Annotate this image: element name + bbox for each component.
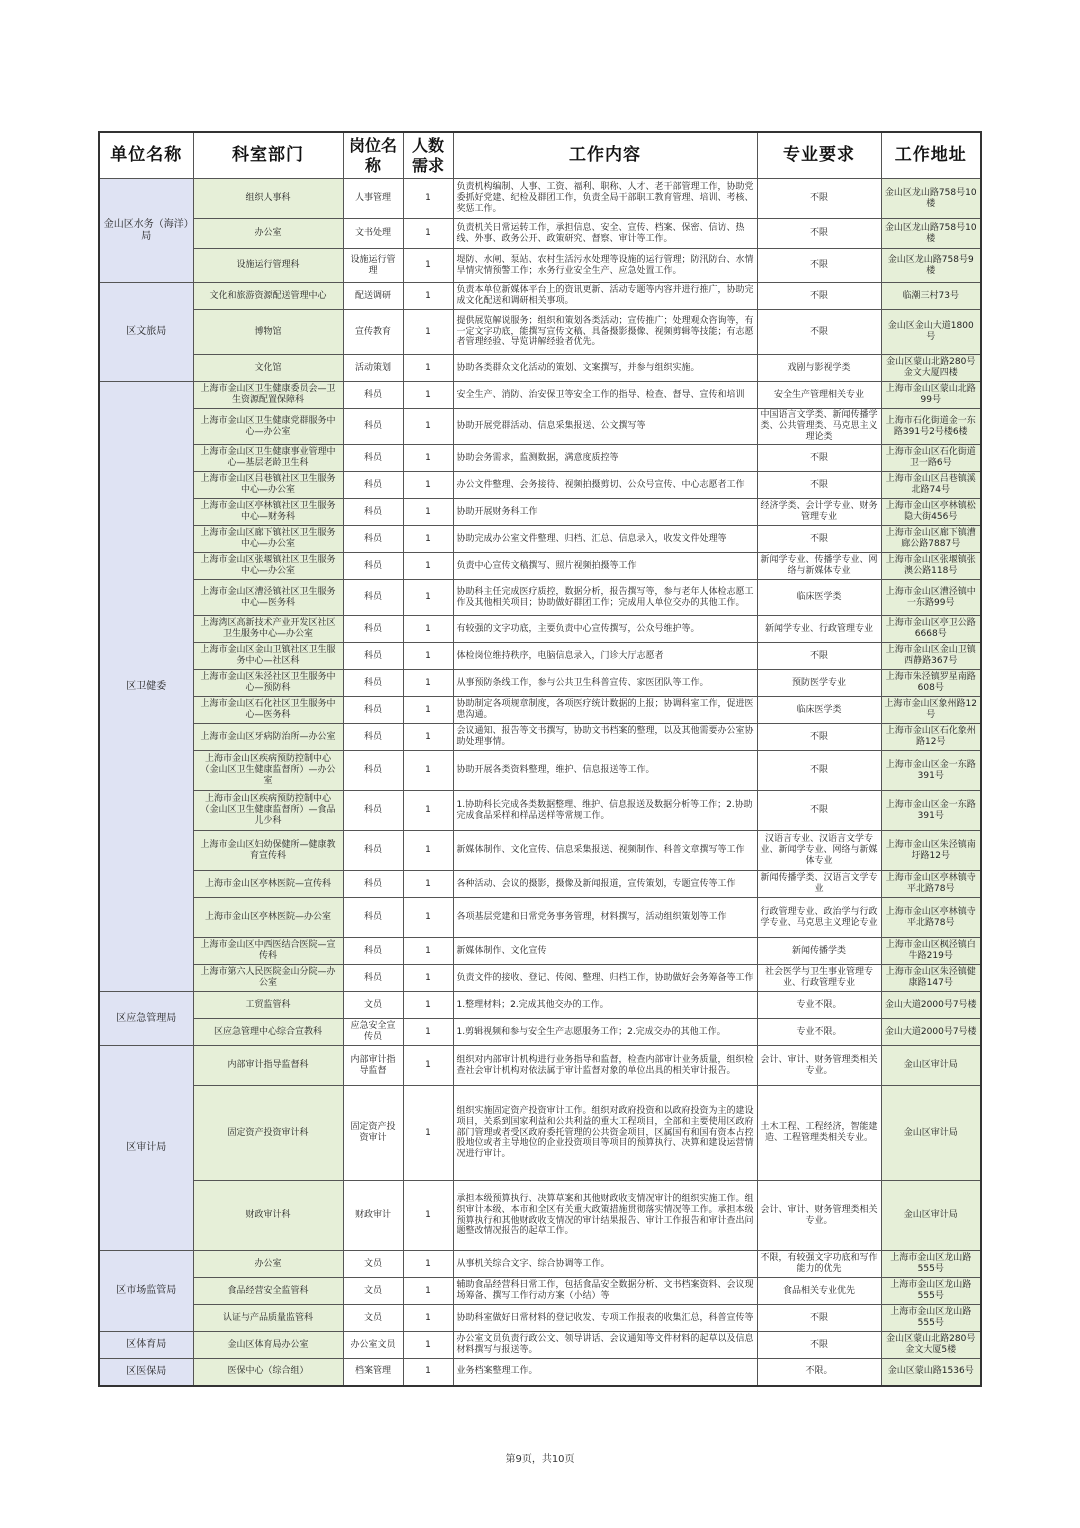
dept-cell: 上海市第六人民医院金山分院—办公室 (193, 965, 343, 992)
post-cell: 科员 (343, 697, 403, 724)
content-cell: 会议通知、报告等文书撰写，协助文书档案的整理，以及其他需要办公室协助处理事情。 (453, 724, 757, 751)
count-cell: 1 (403, 898, 453, 938)
requirement-cell: 新闻学专业、传播学专业、网络与新媒体专业 (757, 553, 881, 580)
content-cell: 安全生产、消防、治安保卫等安全工作的指导、检查、督导、宣传和培训 (453, 382, 757, 409)
dept-cell: 上海市金山区金山卫镇社区卫生服务中心—社区科 (193, 643, 343, 670)
content-cell: 新媒体制作、文化宣传 (453, 938, 757, 965)
dept-cell: 区应急管理中心综合宣教科 (193, 1019, 343, 1046)
address-cell: 上海市金山区枫泾镇白牛路219号 (881, 938, 981, 965)
count-cell: 1 (403, 697, 453, 724)
post-cell: 科员 (343, 616, 403, 643)
post-cell: 科员 (343, 472, 403, 499)
requirement-cell: 经济学类、会计学专业、财务管理专业 (757, 499, 881, 526)
address-cell: 金山区审计局 (881, 1046, 981, 1086)
address-cell: 金山区蒙山北路280号金文大厦5楼 (881, 1332, 981, 1359)
requirement-cell: 预防医学专业 (757, 670, 881, 697)
dept-cell: 文化馆 (193, 355, 343, 382)
requirement-cell: 不限 (757, 791, 881, 831)
content-cell: 负责文件的接收、登记、传阅、整理、归档工作，协助做好会务筹备等工作 (453, 965, 757, 992)
address-cell: 上海市金山区象州路12号 (881, 697, 981, 724)
table-row (99, 992, 981, 1019)
page-footer: 第9页，共10页 (505, 1454, 575, 1465)
content-cell: 负责机构编制、人事、工资、福利、职称、人才、老干部管理工作，协助党委抓好党建、纪检及群团工作，负责全局干部职工教育管理、培训、考核、奖惩工作。 (453, 179, 757, 219)
address-cell: 上海市金山区亭林镇松隐大街456号 (881, 499, 981, 526)
unit-name-cell: 区体育局 (99, 1332, 193, 1359)
post-cell: 科员 (343, 643, 403, 670)
count-cell: 1 (403, 249, 453, 283)
requirement-cell: 不限 (757, 724, 881, 751)
post-cell: 文员 (343, 1251, 403, 1278)
requirement-cell: 安全生产管理相关专业 (757, 382, 881, 409)
unit-name-cell: 区审计局 (99, 1046, 193, 1251)
table-row (99, 1332, 981, 1359)
post-cell: 科员 (343, 553, 403, 580)
count-cell: 1 (403, 643, 453, 670)
dept-cell: 上海市金山区张堰镇社区卫生服务中心—办公室 (193, 553, 343, 580)
content-cell: 协助制定各项规章制度，各项医疗统计数据的上报；协调科室工作，促进医患沟通。 (453, 697, 757, 724)
count-cell: 1 (403, 871, 453, 898)
unit-name-cell: 区应急管理局 (99, 992, 193, 1046)
count-cell: 1 (403, 1278, 453, 1305)
table-row (99, 791, 981, 831)
address-cell: 临潮三村73号 (881, 283, 981, 310)
post-cell: 内部审计指导监督 (343, 1046, 403, 1086)
address-cell: 上海市金山区廊下镇漕廊公路7887号 (881, 526, 981, 553)
address-cell: 上海市金山区亭卫公路6668号 (881, 616, 981, 643)
header-row (99, 132, 981, 179)
count-cell: 1 (403, 992, 453, 1019)
dept-cell: 办公室 (193, 219, 343, 249)
content-cell: 协助开展财务科工作 (453, 499, 757, 526)
content-cell: 体检岗位维持秩序，电脑信息录入，门诊大厅志愿者 (453, 643, 757, 670)
address-cell: 上海市金山区金山卫镇西静路367号 (881, 643, 981, 670)
table-row (99, 1019, 981, 1046)
content-cell: 承担本级预算执行、决算草案和其他财政收支情况审计的组织实施工作。组织审计本级、本市和全区有关重大政策措施贯彻落实情况等工作。承担本级预算执行和其他财政收支情况的审计结果报告、审计工作报告和审计查出问题整改情况报告的起草工作。 (453, 1181, 757, 1251)
count-cell: 1 (403, 965, 453, 992)
dept-cell: 固定资产投资审计科 (193, 1086, 343, 1181)
address-cell: 上海市金山区龙山路555号 (881, 1251, 981, 1278)
table-row (99, 310, 981, 355)
requirement-cell: 不限 (757, 751, 881, 791)
table-row (99, 670, 981, 697)
content-cell: 办公文件整理、会务接待、视频拍摄剪切、公众号宣传、中心志愿者工作 (453, 472, 757, 499)
table-row (99, 751, 981, 791)
dept-cell: 上海市金山区疾病预防控制中心（金山区卫生健康监督所）—办公室 (193, 751, 343, 791)
address-cell: 金山大道2000号7号楼 (881, 992, 981, 1019)
post-cell: 配送调研 (343, 283, 403, 310)
address-cell: 上海市金山区龙山路555号 (881, 1278, 981, 1305)
dept-cell: 财政审计科 (193, 1181, 343, 1251)
address-cell: 上海市金山区朱泾镇健康路147号 (881, 965, 981, 992)
content-cell: 组织实施固定资产投资审计工作。组织对政府投资和以政府投资为主的建设项目，关系到国家利益和公共利益的重大工程项目，全部和主要使用区政府部门管理或者受区政府委托管理的公共资金项目，区属国有和国有资本占控股地位或者主导地位的企业投资项目等项目的预算执行、决算和建设运营情况进行审计。 (453, 1086, 757, 1181)
count-cell: 1 (403, 526, 453, 553)
count-cell: 1 (403, 580, 453, 616)
post-cell: 科员 (343, 791, 403, 831)
content-cell: 从事机关综合文字、综合协调等工作。 (453, 1251, 757, 1278)
dept-cell: 办公室 (193, 1251, 343, 1278)
table-row (99, 249, 981, 283)
count-cell: 1 (403, 355, 453, 382)
post-cell: 科员 (343, 751, 403, 791)
dept-cell: 上海市金山区妇幼保健所—健康教育宣传科 (193, 831, 343, 871)
content-cell: 协助科室做好日常材料的登记收发、专项工作报表的收集汇总，科普宣传等 (453, 1305, 757, 1332)
content-cell: 从事预防条线工作，参与公共卫生科普宣传、家医团队等工作。 (453, 670, 757, 697)
dept-cell: 博物馆 (193, 310, 343, 355)
count-cell: 1 (403, 1086, 453, 1181)
count-cell: 1 (403, 751, 453, 791)
table-row (99, 724, 981, 751)
post-cell: 财政审计 (343, 1181, 403, 1251)
dept-cell: 设施运行管理科 (193, 249, 343, 283)
post-cell: 科员 (343, 409, 403, 445)
dept-cell: 工贸监管科 (193, 992, 343, 1019)
address-cell: 上海市朱泾镇罗星南路608号 (881, 670, 981, 697)
address-cell: 上海市金山区金一东路391号 (881, 751, 981, 791)
dept-cell: 上海市金山区朱泾社区卫生服务中心—预防科 (193, 670, 343, 697)
requirement-cell: 不限。 (757, 1359, 881, 1386)
address-cell: 金山大道2000号7号楼 (881, 1019, 981, 1046)
post-cell: 人事管理 (343, 179, 403, 219)
requirement-cell: 中国语言文学类、新闻传播学类、公共管理类、马克思主义理论类 (757, 409, 881, 445)
post-cell: 科员 (343, 831, 403, 871)
requirement-cell: 不限 (757, 643, 881, 670)
header-post: 岗位名称 (343, 132, 403, 179)
table-row (99, 643, 981, 670)
content-cell: 负责本单位新媒体平台上的资讯更新、活动专题等内容并进行推广，协助完成文化配送和调研相关事项。 (453, 283, 757, 310)
post-cell: 科员 (343, 965, 403, 992)
dept-cell: 上海市金山区漕泾镇社区卫生服务中心—医务科 (193, 580, 343, 616)
content-cell: 办公室文员负责行政公文、领导讲话、会议通知等文件材料的起草以及信息材料撰写与报送等。 (453, 1332, 757, 1359)
table-row (99, 871, 981, 898)
requirement-cell: 不限 (757, 249, 881, 283)
table-row (99, 898, 981, 938)
dept-cell: 上海湾区高新技术产业开发区社区卫生服务中心—办公室 (193, 616, 343, 643)
requirement-cell: 不限 (757, 1305, 881, 1332)
requirement-cell: 不限 (757, 445, 881, 472)
post-cell: 文员 (343, 1278, 403, 1305)
header-content: 工作内容 (453, 132, 757, 179)
table-body (99, 179, 981, 1386)
address-cell: 金山区蒙山北路280号金文大厦四楼 (881, 355, 981, 382)
table-row (99, 1359, 981, 1386)
requirement-cell: 行政管理专业、政治学与行政学专业、马克思主义理论专业 (757, 898, 881, 938)
content-cell: 辅助食品经营科日常工作，包括食品安全数据分析、文书档案资料、会议现场筹备、撰写工作行动方案（小结）等 (453, 1278, 757, 1305)
requirement-cell: 临床医学类 (757, 697, 881, 724)
address-cell: 上海市金山区漕泾镇中一东路99号 (881, 580, 981, 616)
table-row (99, 283, 981, 310)
requirement-cell: 新闻传播学类 (757, 938, 881, 965)
unit-name-cell: 金山区水务（海洋）局 (99, 179, 193, 283)
dept-cell: 食品经营安全监管科 (193, 1278, 343, 1305)
address-cell: 上海市金山区张堰镇张澳公路118号 (881, 553, 981, 580)
content-cell: 协助各类群众文化活动的策划、文案撰写，并参与组织实施。 (453, 355, 757, 382)
count-cell: 1 (403, 670, 453, 697)
count-cell: 1 (403, 1181, 453, 1251)
address-cell: 上海市金山区朱泾镇南圩路12号 (881, 831, 981, 871)
post-cell: 科员 (343, 580, 403, 616)
count-cell: 1 (403, 382, 453, 409)
content-cell: 协助完成办公室文件整理、归档、汇总、信息录入，收发文件处理等 (453, 526, 757, 553)
requirement-cell: 不限 (757, 310, 881, 355)
address-cell: 金山区金山大道1800号 (881, 310, 981, 355)
post-cell: 科员 (343, 445, 403, 472)
requirement-cell: 不限 (757, 179, 881, 219)
post-cell: 设施运行管理 (343, 249, 403, 283)
recruitment-table (98, 131, 982, 1387)
post-cell: 档案管理 (343, 1359, 403, 1386)
address-cell: 上海市金山区吕巷镇溪北路74号 (881, 472, 981, 499)
requirement-cell: 不限 (757, 283, 881, 310)
header-unit: 单位名称 (99, 132, 193, 179)
content-cell: 新媒体制作、文化宣传、信息采集报送、视频制作、科普文章撰写等工作 (453, 831, 757, 871)
count-cell: 1 (403, 831, 453, 871)
unit-name-cell: 区市场监管局 (99, 1251, 193, 1332)
count-cell: 1 (403, 1359, 453, 1386)
table-row (99, 409, 981, 445)
unit-name-cell: 区文旅局 (99, 283, 193, 382)
table-row (99, 938, 981, 965)
content-cell: 各项基层党建和日常党务事务管理，材料撰写，活动组织策划等工作 (453, 898, 757, 938)
table-row (99, 179, 981, 219)
requirement-cell: 不限 (757, 472, 881, 499)
content-cell: 协助科主任完成医疗质控，数据分析，报告撰写等，参与老年人体检志愿工作及其他相关项目；协助做好群团工作；完成用人单位交办的其他工作。 (453, 580, 757, 616)
address-cell: 上海市金山区金一东路391号 (881, 791, 981, 831)
table-row (99, 1278, 981, 1305)
table-row (99, 472, 981, 499)
table-row (99, 1251, 981, 1278)
content-cell: 堤防、水闸、泵站、农村生活污水处理等设施的运行管理；防汛防台、水情旱情灾情预警工作；水务行业安全生产、应急处置工作。 (453, 249, 757, 283)
content-cell: 业务档案整理工作。 (453, 1359, 757, 1386)
content-cell: 1.整理材料；2.完成其他交办的工作。 (453, 992, 757, 1019)
content-cell: 负责机关日常运转工作，承担信息、安全、宣传、档案、保密、信访、热线、外事、政务公开、政策研究、督察、审计等工作。 (453, 219, 757, 249)
post-cell: 科员 (343, 724, 403, 751)
requirement-cell: 临床医学类 (757, 580, 881, 616)
requirement-cell: 不限，有较强文字功底和写作能力的优先 (757, 1251, 881, 1278)
post-cell: 应急安全宣传员 (343, 1019, 403, 1046)
requirement-cell: 土木工程、工程经济，智能建造、工程管理类相关专业。 (757, 1086, 881, 1181)
post-cell: 科员 (343, 938, 403, 965)
dept-cell: 内部审计指导监督科 (193, 1046, 343, 1086)
table-row (99, 526, 981, 553)
address-cell: 金山区蒙山路1536号 (881, 1359, 981, 1386)
address-cell: 金山区龙山路758号9楼 (881, 249, 981, 283)
dept-cell: 上海市金山区廊下镇社区卫生服务中心—办公室 (193, 526, 343, 553)
dept-cell: 上海市金山区中西医结合医院—宣传科 (193, 938, 343, 965)
requirement-cell: 不限 (757, 219, 881, 249)
post-cell: 科员 (343, 898, 403, 938)
requirement-cell: 会计、审计、财务管理类相关专业。 (757, 1046, 881, 1086)
requirement-cell: 汉语言专业、汉语言文学专业、新闻学专业、网络与新媒体专业 (757, 831, 881, 871)
content-cell: 协助会务需求，监测数据，满意度质控等 (453, 445, 757, 472)
address-cell: 上海市石化街道金一东路391号2号楼6楼 (881, 409, 981, 445)
count-cell: 1 (403, 791, 453, 831)
content-cell: 各种活动、会议的摄影，摄像及新闻报道，宣传策划，专题宣传等工作 (453, 871, 757, 898)
count-cell: 1 (403, 1046, 453, 1086)
count-cell: 1 (403, 938, 453, 965)
post-cell: 办公室文员 (343, 1332, 403, 1359)
requirement-cell: 食品相关专业优先 (757, 1278, 881, 1305)
address-cell: 上海市金山区亭林镇寺平北路78号 (881, 898, 981, 938)
count-cell: 1 (403, 409, 453, 445)
table-row (99, 1305, 981, 1332)
address-cell: 上海市金山区石化街道卫一路6号 (881, 445, 981, 472)
requirement-cell: 新闻传播学类、汉语言文学专业 (757, 871, 881, 898)
dept-cell: 上海市金山区疾病预防控制中心（金山区卫生健康监督所）—食品儿少科 (193, 791, 343, 831)
dept-cell: 上海市金山区亭林镇社区卫生服务中心—财务科 (193, 499, 343, 526)
address-cell: 上海市金山区亭林镇寺平北路78号 (881, 871, 981, 898)
dept-cell: 医保中心（综合组） (193, 1359, 343, 1386)
count-cell: 1 (403, 283, 453, 310)
dept-cell: 上海市金山区卫生健康委员会—卫生资源配置保障科 (193, 382, 343, 409)
content-cell: 负责中心宣传文稿撰写、照片视频拍摄等工作 (453, 553, 757, 580)
table-row (99, 616, 981, 643)
table-row (99, 445, 981, 472)
dept-cell: 上海市金山区卫生健康党群服务中心—办公室 (193, 409, 343, 445)
table-row (99, 499, 981, 526)
header-req: 专业要求 (757, 132, 881, 179)
table-row (99, 553, 981, 580)
count-cell: 1 (403, 553, 453, 580)
content-cell: 组织对内部审计机构进行业务指导和监督，检查内部审计业务质量，组织检查社会审计机构对依法属于审计监督对象的单位出具的相关审计报告。 (453, 1046, 757, 1086)
table-row (99, 1046, 981, 1086)
header-dept: 科室部门 (193, 132, 343, 179)
content-cell: 有较强的文字功底，主要负责中心宣传撰写，公众号维护等。 (453, 616, 757, 643)
count-cell: 1 (403, 499, 453, 526)
post-cell: 文员 (343, 1305, 403, 1332)
post-cell: 活动策划 (343, 355, 403, 382)
dept-cell: 组织人事科 (193, 179, 343, 219)
table-row (99, 355, 981, 382)
dept-cell: 上海市金山区石化社区卫生服务中心—医务科 (193, 697, 343, 724)
content-cell: 1.剪辑视频和参与安全生产志愿服务工作；2.完成交办的其他工作。 (453, 1019, 757, 1046)
dept-cell: 上海市金山区牙病防治所—办公室 (193, 724, 343, 751)
table-row (99, 965, 981, 992)
address-cell: 上海市金山区龙山路555号 (881, 1305, 981, 1332)
address-cell: 金山区审计局 (881, 1086, 981, 1181)
address-cell: 上海市金山区蒙山北路99号 (881, 382, 981, 409)
count-cell: 1 (403, 472, 453, 499)
requirement-cell: 社会医学与卫生事业管理专业、行政管理专业 (757, 965, 881, 992)
post-cell: 科员 (343, 499, 403, 526)
post-cell: 科员 (343, 871, 403, 898)
unit-name-cell: 区卫健委 (99, 382, 193, 992)
table-row (99, 697, 981, 724)
content-cell: 协助开展党群活动、信息采集报送、公文撰写等 (453, 409, 757, 445)
dept-cell: 认证与产品质量监管科 (193, 1305, 343, 1332)
header-addr: 工作地址 (881, 132, 981, 179)
count-cell: 1 (403, 179, 453, 219)
table-row (99, 580, 981, 616)
content-cell: 协助开展各类资料整理，维护、信息报送等工作。 (453, 751, 757, 791)
requirement-cell: 专业不限。 (757, 1019, 881, 1046)
dept-cell: 上海市金山区吕巷镇社区卫生服务中心—办公室 (193, 472, 343, 499)
requirement-cell: 戏剧与影视学类 (757, 355, 881, 382)
count-cell: 1 (403, 445, 453, 472)
post-cell: 文书处理 (343, 219, 403, 249)
post-cell: 科员 (343, 382, 403, 409)
table-row (99, 382, 981, 409)
dept-cell: 文化和旅游资源配送管理中心 (193, 283, 343, 310)
table-row (99, 219, 981, 249)
requirement-cell: 不限 (757, 526, 881, 553)
address-cell: 金山区龙山路758号10楼 (881, 219, 981, 249)
header-count: 人数需求 (403, 132, 453, 179)
address-cell: 金山区审计局 (881, 1181, 981, 1251)
table-row (99, 831, 981, 871)
content-cell: 1.协助科长完成各类数据整理、维护、信息报送及数据分析等工作；2.协助完成食品采样和样品送样等常规工作。 (453, 791, 757, 831)
table-row (99, 1181, 981, 1251)
requirement-cell: 专业不限。 (757, 992, 881, 1019)
dept-cell: 金山区体育局办公室 (193, 1332, 343, 1359)
post-cell: 科员 (343, 670, 403, 697)
post-cell: 科员 (343, 526, 403, 553)
post-cell: 宣传教育 (343, 310, 403, 355)
count-cell: 1 (403, 1305, 453, 1332)
post-cell: 固定资产投资审计 (343, 1086, 403, 1181)
table-row (99, 1086, 981, 1181)
address-cell: 金山区龙山路758号10楼 (881, 179, 981, 219)
address-cell: 上海市金山区石化象州路12号 (881, 724, 981, 751)
requirement-cell: 不限 (757, 1332, 881, 1359)
count-cell: 1 (403, 724, 453, 751)
dept-cell: 上海市金山区亭林医院—办公室 (193, 898, 343, 938)
dept-cell: 上海市金山区亭林医院—宣传科 (193, 871, 343, 898)
count-cell: 1 (403, 1332, 453, 1359)
count-cell: 1 (403, 219, 453, 249)
count-cell: 1 (403, 310, 453, 355)
count-cell: 1 (403, 616, 453, 643)
dept-cell: 上海市金山区卫生健康事业管理中心—基层老龄卫生科 (193, 445, 343, 472)
unit-name-cell: 区医保局 (99, 1359, 193, 1386)
content-cell: 提供展览解说服务；组织和策划各类活动；宣传推广；处理观众咨询等，有一定文字功底，能撰写宣传文稿、具备摄影摄像、视频剪辑等技能；有志愿者管理经验、导览讲解经验者优先。 (453, 310, 757, 355)
requirement-cell: 新闻学专业、行政管理专业 (757, 616, 881, 643)
requirement-cell: 会计、审计、财务管理类相关专业。 (757, 1181, 881, 1251)
post-cell: 文员 (343, 992, 403, 1019)
count-cell: 1 (403, 1251, 453, 1278)
count-cell: 1 (403, 1019, 453, 1046)
